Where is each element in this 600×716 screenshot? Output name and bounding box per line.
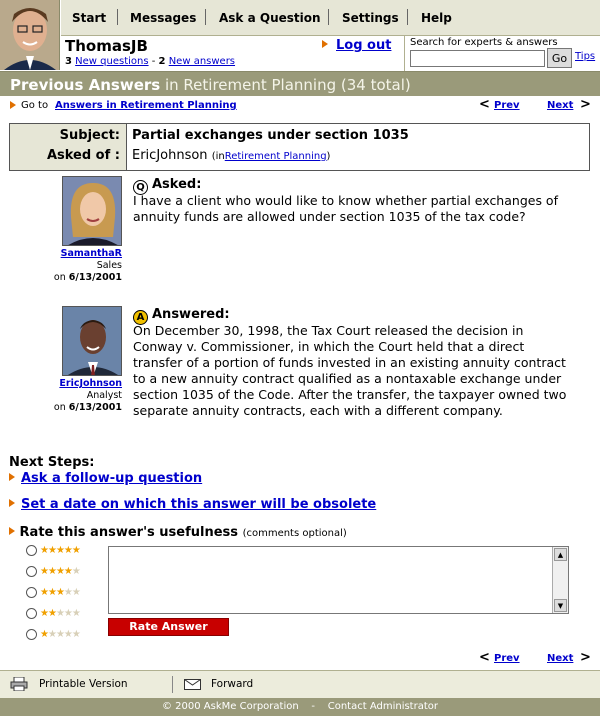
- comments-textarea[interactable]: [108, 546, 569, 614]
- bottom-next-link[interactable]: Next: [547, 653, 574, 664]
- answerer-role: Analyst: [86, 390, 122, 401]
- counts-separator: -: [151, 56, 156, 67]
- nav-messages[interactable]: Messages: [130, 11, 197, 25]
- asker-link[interactable]: SamanthaR: [60, 248, 122, 259]
- arrow-right-icon: [322, 40, 328, 48]
- rating-radio[interactable]: [26, 566, 37, 577]
- arrow-right-icon: [9, 473, 15, 481]
- prev-arrow-icon[interactable]: <: [479, 650, 490, 665]
- next-link[interactable]: Next: [547, 100, 574, 111]
- contact-admin-link[interactable]: Contact Administrator: [327, 701, 438, 712]
- nav-start[interactable]: Start: [72, 11, 107, 25]
- star-filled-icon: ★: [40, 565, 48, 577]
- subject-label: Subject:: [59, 128, 120, 143]
- nav-ask-question[interactable]: Ask a Question: [219, 11, 321, 25]
- search-label: Search for experts & answers: [410, 37, 558, 48]
- new-answers-link[interactable]: New answers: [168, 56, 236, 67]
- star-filled-icon: ★: [47, 544, 56, 556]
- new-questions-link[interactable]: New questions: [75, 56, 149, 67]
- star-rating-icon: [40, 566, 80, 577]
- rating-radio[interactable]: [26, 545, 37, 556]
- prev-arrow-icon[interactable]: <: [479, 97, 490, 112]
- next-steps-heading: Next Steps:: [9, 455, 95, 470]
- star-filled-icon: ★: [55, 544, 64, 556]
- answer-icon: A: [133, 310, 148, 325]
- page-subtitle: in Retirement Planning (34 total): [164, 76, 411, 94]
- rating-radio[interactable]: [26, 587, 37, 598]
- search-area: [404, 36, 600, 71]
- rating-radio[interactable]: [26, 608, 37, 619]
- prev-link[interactable]: Prev: [494, 100, 520, 111]
- scroll-down-icon[interactable]: ▼: [554, 599, 567, 612]
- star-empty-icon: ★: [71, 607, 80, 619]
- nav-separator: [407, 9, 408, 25]
- scroll-up-icon[interactable]: ▲: [554, 548, 567, 561]
- nav-separator: [328, 9, 329, 25]
- next-arrow-icon[interactable]: >: [580, 97, 591, 112]
- star-rating-icon: [40, 587, 80, 598]
- forward-link[interactable]: Forward: [211, 678, 254, 690]
- bottom-pager: [0, 652, 600, 668]
- breadcrumb-link[interactable]: Answers in Retirement Planning: [55, 100, 237, 111]
- username: ThomasJB: [65, 37, 148, 55]
- answerer-info: [40, 378, 122, 414]
- star-rating-icon: [40, 629, 80, 640]
- asker-date: 6/13/2001: [68, 272, 122, 283]
- logout-link[interactable]: Log out: [336, 38, 392, 53]
- search-tips-link[interactable]: Tips: [575, 51, 596, 62]
- rate-answer-button[interactable]: Rate Answer: [108, 618, 229, 636]
- new-questions-count: 3: [65, 56, 72, 67]
- asker-info: [40, 248, 122, 284]
- rating-radio[interactable]: [26, 629, 37, 640]
- breadcrumb: [0, 98, 600, 116]
- rating-option[interactable]: [26, 543, 80, 557]
- bottom-prev-link[interactable]: Prev: [494, 653, 520, 664]
- star-filled-icon: ★: [63, 565, 72, 577]
- rating-option[interactable]: [26, 606, 80, 620]
- breadcrumb-prefix: Go to: [21, 100, 49, 111]
- comments-scrollbar[interactable]: [552, 547, 568, 613]
- copyright-bar: [0, 698, 600, 716]
- rating-option[interactable]: [26, 564, 80, 578]
- rate-note: (comments optional): [242, 528, 347, 539]
- main-nav: [61, 0, 600, 36]
- subject-box: [9, 123, 590, 171]
- printer-icon[interactable]: [10, 677, 28, 694]
- rating-option[interactable]: [26, 627, 80, 641]
- nav-help[interactable]: Help: [421, 11, 452, 25]
- page-title: Previous Answers: [10, 76, 161, 94]
- asked-of-label: Asked of :: [46, 148, 120, 163]
- star-empty-icon: ★: [47, 628, 56, 640]
- footer-toolbar: [0, 670, 600, 698]
- asker-photo: [62, 176, 122, 246]
- obsolete-step: [9, 497, 376, 512]
- rating-option[interactable]: [26, 585, 80, 599]
- star-filled-icon: ★: [63, 544, 72, 556]
- answer-heading-label: Answered:: [152, 307, 230, 322]
- page-title-bar: [0, 72, 600, 96]
- arrow-right-icon: [9, 499, 15, 507]
- subject-value: Partial exchanges under section 1035: [132, 128, 409, 143]
- nav-separator: [205, 9, 206, 25]
- category-link[interactable]: Retirement Planning: [224, 151, 327, 162]
- star-filled-icon: ★: [40, 607, 48, 619]
- star-filled-icon: ★: [47, 565, 56, 577]
- next-arrow-icon[interactable]: >: [580, 650, 591, 665]
- obsolete-link[interactable]: Set a date on which this answer will be obsolete: [21, 497, 377, 512]
- star-empty-icon: ★: [71, 565, 80, 577]
- star-rating-icon: [40, 545, 80, 556]
- star-filled-icon: ★: [47, 586, 56, 598]
- rate-heading: Rate this answer's usefulness: [19, 525, 239, 540]
- question-icon: Q: [133, 180, 148, 195]
- new-answers-count: 2: [158, 56, 166, 67]
- subject-labels: [10, 124, 127, 170]
- asker-role: Sales: [96, 260, 122, 271]
- user-avatar: [0, 0, 60, 70]
- star-empty-icon: ★: [71, 628, 80, 640]
- star-empty-icon: ★: [55, 628, 64, 640]
- star-empty-icon: ★: [63, 628, 72, 640]
- header: [0, 0, 600, 72]
- star-filled-icon: ★: [47, 607, 56, 619]
- answer-text: On December 30, 1998, the Tax Court released the decision in Conway v. Commissioner, in which the Court held that a direct transfer of a portion of funds invested in an existing annuity contract to a new annuity contract qualified as a nontaxable exchange under section 1035 of the Code. After the transfer, the taxpayer owned two separate annuity contracts, each with a different company.: [133, 323, 567, 418]
- answerer-date: 6/13/2001: [68, 402, 122, 413]
- rate-heading-row: [9, 525, 347, 540]
- footer-divider: [172, 676, 173, 693]
- answerer-link[interactable]: EricJohnson: [59, 378, 122, 389]
- star-empty-icon: ★: [55, 607, 64, 619]
- search-input[interactable]: [410, 50, 545, 67]
- category-suffix: ): [326, 151, 331, 162]
- logout: [322, 38, 391, 53]
- star-empty-icon: ★: [63, 586, 72, 598]
- category-prefix: (in: [211, 151, 225, 162]
- star-filled-icon: ★: [55, 565, 64, 577]
- followup-link[interactable]: Ask a follow-up question: [21, 471, 203, 486]
- star-filled-icon: ★: [71, 544, 80, 556]
- question-heading-label: Asked:: [152, 177, 202, 192]
- answerer-date-prefix: on: [53, 402, 66, 413]
- copyright-text: © 2000 AskMe Corporation: [162, 701, 299, 712]
- star-filled-icon: ★: [55, 586, 64, 598]
- star-empty-icon: ★: [63, 607, 72, 619]
- asker-date-prefix: on: [53, 272, 66, 283]
- nav-separator: [117, 9, 118, 25]
- copyright-separator: -: [311, 701, 316, 712]
- star-empty-icon: ★: [71, 586, 80, 598]
- question-text: I have a client who would like to know whether partial exchanges of annuity funds are allowed under section 1035 of the tax code?: [133, 193, 558, 224]
- star-filled-icon: ★: [40, 544, 48, 556]
- answerer-photo: [62, 306, 122, 376]
- asked-of-value-row: [132, 148, 330, 163]
- asked-of-value: EricJohnson: [132, 148, 208, 163]
- star-filled-icon: ★: [40, 586, 48, 598]
- nav-settings[interactable]: Settings: [342, 11, 399, 25]
- star-rating-icon: [40, 608, 80, 619]
- arrow-right-icon: [10, 101, 16, 112]
- envelope-icon[interactable]: [184, 679, 201, 693]
- followup-step: [9, 471, 202, 486]
- arrow-right-icon: [9, 527, 15, 535]
- printable-version-link[interactable]: Printable Version: [39, 678, 128, 690]
- search-go-button[interactable]: Go: [547, 48, 572, 68]
- new-counts: [65, 56, 235, 67]
- star-filled-icon: ★: [40, 628, 48, 640]
